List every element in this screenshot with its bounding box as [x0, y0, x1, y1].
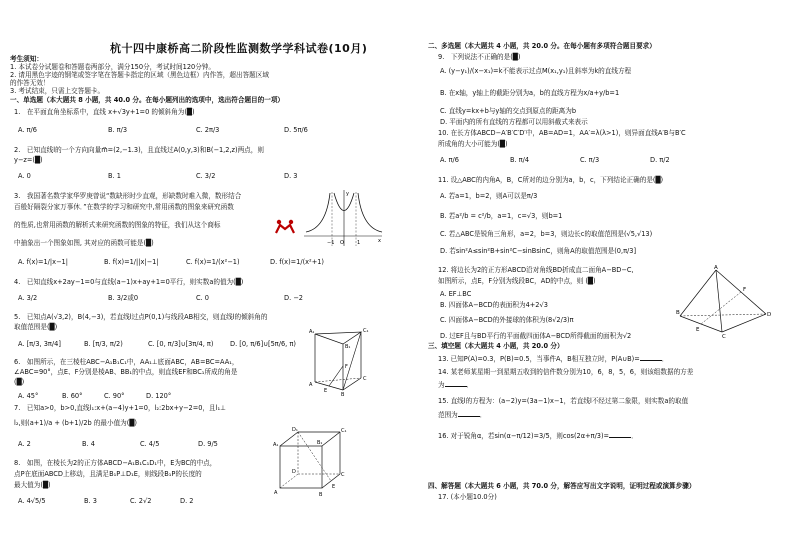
section3-heading: 三、填空题（本大题共 4 小题，共 20.0 分）: [428, 342, 564, 350]
prism-label: A₁: [309, 329, 315, 335]
q7-option: C. 4/5: [140, 440, 160, 448]
q6-line: 6. 如图所示，在三棱柱ABC−A₁B₁C₁中，AA₁⊥底面ABC，AB=BC=AA₁，: [14, 358, 239, 366]
q6-option: D. 120°: [146, 392, 172, 400]
q6-option: C. 90°: [104, 392, 125, 400]
q15-text: 范围为: [438, 411, 458, 419]
q2-option: D. 3: [284, 172, 298, 180]
answer-blank[interactable]: [640, 354, 662, 361]
tetra-label: C: [722, 334, 726, 338]
q8-option: D. 2: [180, 497, 194, 505]
period: ．: [631, 432, 638, 440]
prism-label: A: [309, 382, 313, 388]
tetra-label: B: [676, 310, 680, 316]
cube-label: E: [332, 484, 336, 490]
prism-label: C₁: [363, 328, 369, 334]
cube-label: C₁: [341, 428, 347, 434]
q3-option: C. f(x)=1/(x²−1): [186, 258, 240, 266]
q9-option: D. 平面内的所有直线的方程都可以用斜截式来表示: [440, 118, 588, 126]
cube-label: B₁: [317, 440, 323, 446]
q9-option: C. 直线y=kx+b与y轴的交点到原点的距离为b: [440, 107, 577, 115]
tetra-label: E: [696, 327, 700, 333]
q3-option: D. f(x)=1/(x²+1): [270, 258, 324, 266]
period: ．: [466, 381, 474, 389]
notice-item: 2. 请用黑色字迹的钢笔或签字笔在答题卡指定的区域（黑色边框）内作答，超出答题区域: [10, 71, 269, 79]
graph-label: O: [340, 240, 344, 246]
answer-blank[interactable]: [445, 380, 467, 387]
graph-label: 1: [357, 240, 361, 246]
cube-label: A: [274, 490, 278, 496]
q10-line: 所成角的大小可能为(█): [438, 140, 508, 148]
prism-label: F: [345, 364, 348, 370]
q2-stem: 2. 已知直线l的一个方向向量m⃗=(2,−1.3)，且直线过A(0,y,3)和B(−1,2,z)两点，则: [14, 146, 264, 154]
q7-line: 7. 已知a>0，b>0,直线l₁:x+(a−4)y+1=0，l₂:2bx+y−2=0，且l₁⊥: [14, 404, 226, 412]
tetra-label: D: [767, 312, 772, 318]
section2-heading: 二、多选题（本大题共 4 小题，共 20.0 分。在每小题有多项符合题目要求）: [428, 42, 656, 50]
q11-option: C. 若△ABC是锐角三角形，a=2，b=3，则边长c的取值范围是(√5,√13): [440, 230, 653, 238]
answer-blank[interactable]: [458, 410, 480, 417]
prism-label: E: [324, 388, 328, 394]
q1-option: C. 2π/3: [196, 126, 220, 134]
q12-line: 12. 将边长为2的正方形ABCD沿对角线BD折成直二面角A−BD−C,: [438, 266, 634, 274]
q17-stem: 17. (本小题10.0分): [438, 493, 497, 501]
q10-option: A. π/6: [440, 156, 459, 164]
exam-title: 杭十四中康桥高二阶段性监测数学学科试卷(10月): [110, 42, 368, 55]
notice-item: 1. 本试卷分试题卷和答题卷两部分，满分150分，考试时间120分钟。: [10, 63, 215, 71]
q1-option: A. π/6: [18, 126, 37, 134]
cube-label: A₁: [273, 442, 279, 448]
q10-option: C. π/3: [580, 156, 600, 164]
q16-text: 16. 对于锐角α，若sin(α−π/12)=3/5，则cos(2α+π/3)=: [438, 432, 610, 440]
q8-line: 点P在底面ABCD上移动，且满足B₁P⊥D₁E，则线段B₁P的长度的: [14, 470, 202, 478]
notice-heading: 考生须知：: [10, 55, 43, 63]
q3-line: 中抽象出一个图象如图, 其对应的函数可能是(█): [14, 239, 154, 247]
q4-option: A. 3/2: [18, 294, 38, 302]
q11-option: B. 若a²/b = c²/b，a=1，c=√3，则b=1: [440, 212, 563, 220]
q1-option: B. π/3: [108, 126, 128, 134]
q14-line: 14. 某老师某星期一到星期五收到的信件数分别为10，6，8，5，6，则该组数据的方差: [438, 368, 694, 376]
q7-option: B. 4: [82, 440, 95, 448]
graph-label: x: [378, 238, 381, 244]
kappa-logo-icon: [272, 218, 298, 237]
q15-line2: [438, 410, 486, 419]
q2-stem-cont: y−z=(█): [14, 156, 43, 164]
q12-line: 如图所示，点E，F分别为线段BC，AD的中点，则 (█): [438, 277, 596, 285]
q7-line: l₂,则(a+1)/a + (b+1)/2b 的最小值为(█): [14, 419, 137, 427]
notice-item: 的作答无效！: [10, 79, 50, 87]
section4-heading: 四、解答题（本大题共 6 小题，共 70.0 分，解答应写出文字说明，证明过程或演算步骤）: [428, 482, 696, 490]
q4-stem: 4. 已知直线x+2ay−1=0与直线(a−1)x+ay+1=0平行，则实数a的值为(█): [14, 278, 244, 286]
q6-line: ∠ABC=90°，点E、F分别是棱AB、BB₁的中点，则直线EF和BC₁所成的角是: [14, 368, 238, 376]
q8-option: C. 2√2: [130, 497, 152, 505]
prism-label: C: [363, 376, 367, 382]
q14-line2: [438, 380, 473, 389]
q5-option: A. [π/3, 3π/4]: [18, 340, 61, 348]
q3-line: 的性质,也常用函数的解析式来研究函数的图象的特征，我们从这个商标: [14, 221, 221, 229]
q4-option: B. 3/2或0: [108, 294, 139, 302]
answer-blank[interactable]: [609, 431, 631, 438]
cube-label: D₁: [292, 427, 298, 433]
q11-option: A. 若a=1，b=2，则A可以是π/3: [440, 192, 538, 200]
q13-text: 13. 已知P(A)=0.3，P(B)=0.5，当事件A，B相互独立时，P(A∪B)=: [438, 355, 640, 363]
tetra-label: A: [714, 265, 718, 271]
q1-option: D. 5π/6: [284, 126, 308, 134]
q9-option: B. 在x轴，y轴上的截距分别为a，b的直线方程为x/a+y/b=1: [440, 89, 620, 97]
q13-stem: [438, 354, 668, 363]
q15-line: 15. 直线l的方程为：(a−2)y=(3a−1)x−1，若直线l不经过第二象限，则实数a的取值: [438, 397, 689, 405]
q9-stem: 9. 下列说法不正确的是(█): [438, 53, 521, 61]
q5-option: C. [0, π/3]∪[3π/4, π): [148, 340, 214, 348]
q12-option: D. 过EF且与BD平行的平面截四面体A−BCD所得截面的面积为√2: [440, 332, 632, 340]
q4-option: C. 0: [196, 294, 209, 302]
q14-text: 为: [438, 381, 445, 389]
prism-label: B: [341, 392, 345, 396]
period: ．: [479, 411, 487, 419]
q11-option: D. 若sin²A≤sin²B+sin²C−sinBsinC，则角A的取值范围是(0,π/3]: [440, 247, 637, 255]
q6-line: (█): [14, 378, 25, 386]
q10-line: 10. 在长方体ABCD−A′B′C′D′中，AB=AD=1，AA′=λ(λ>1)，则异面直线A′B与B′C: [438, 129, 686, 137]
cube-label: D: [292, 469, 296, 475]
q5-stem: 5. 已知点A(√3,2)，B(4,−3)，若直线l过点P(0,1)与线段AB相交，则直线l的倾斜角的: [14, 313, 268, 321]
period: ．: [661, 355, 669, 363]
q5-option: D. [0, π/6]∪[5π/6, π): [230, 340, 296, 348]
graph-label: y: [346, 191, 349, 197]
q5-stem-cont: 取值范围是(█): [14, 323, 58, 331]
q4-option: D. −2: [284, 294, 303, 302]
cube-label: B: [319, 492, 323, 498]
section1-heading: 一、单选题（本大题共 8 小题，共 40.0 分。在每小题列出的选项中，选出符合题目的一项）: [10, 96, 285, 104]
q2-option: C. 3/2: [196, 172, 216, 180]
tetra-label: F: [743, 287, 747, 293]
q7-option: A. 2: [18, 440, 31, 448]
q10-option: B. π/4: [510, 156, 530, 164]
q8-option: A. 4√5/5: [18, 497, 46, 505]
q2-option: B. 1: [108, 172, 121, 180]
q2-option: A. 0: [18, 172, 31, 180]
q12-option: B. 四面体A−BCD的表面积为4+2√3: [440, 301, 548, 309]
q1-stem: 1. 在平面直角坐标系中，直线 x+√3y+1=0 的倾斜角为(█): [14, 108, 195, 116]
q3-line: 3. 我国著名数学家华罗庚曾说“数缺形时少直观，形缺数时难入微，数形结合: [14, 192, 242, 200]
prism-label: B₁: [345, 344, 351, 350]
q3-option: A. f(x)=1/|x−1|: [18, 258, 68, 266]
cube-figure: [272, 424, 348, 504]
notice-item: 3. 考试结束，只需上交答题卡。: [10, 87, 105, 95]
function-graph-figure: [302, 188, 384, 252]
graph-label: −1: [327, 240, 335, 246]
prism-figure: [305, 326, 375, 400]
q6-option: A. 45°: [18, 392, 39, 400]
q5-option: B. [π/3, π/2): [84, 340, 123, 348]
q12-option: A. EF⊥BC: [440, 290, 472, 298]
cube-label: C: [341, 472, 345, 478]
q3-option: B. f(x)=1/||x|−1|: [104, 258, 159, 266]
q3-line: 百般好隔裂分家万事休．”在数学的学习和研究中,常用函数的图象来研究函数: [14, 203, 234, 211]
q8-option: B. 3: [84, 497, 97, 505]
tetrahedron-figure: [676, 264, 772, 342]
q8-line: 8. 如图，在棱长为2的正方体ABCD−A₁B₁C₁D₁中，E为BC的中点，: [14, 459, 217, 467]
q7-option: D. 9/5: [198, 440, 218, 448]
q6-option: B. 60°: [62, 392, 83, 400]
q16-stem: [438, 431, 638, 440]
q10-option: D. π/2: [650, 156, 670, 164]
q11-stem: 11. 设△ABC的内角A，B，C所对的边分别为a，b，c，下列结论正确的是(█): [438, 176, 664, 184]
q9-option: A. (y−y₁)/(x−x₁)=k不能表示过点M(x₁,y₁)且斜率为k的直线方程: [440, 67, 632, 75]
q8-line: 最大值为(█): [14, 481, 51, 489]
q12-option: C. 四面体A−BCD的外接球的体积为(8√2/3)π: [440, 316, 574, 324]
